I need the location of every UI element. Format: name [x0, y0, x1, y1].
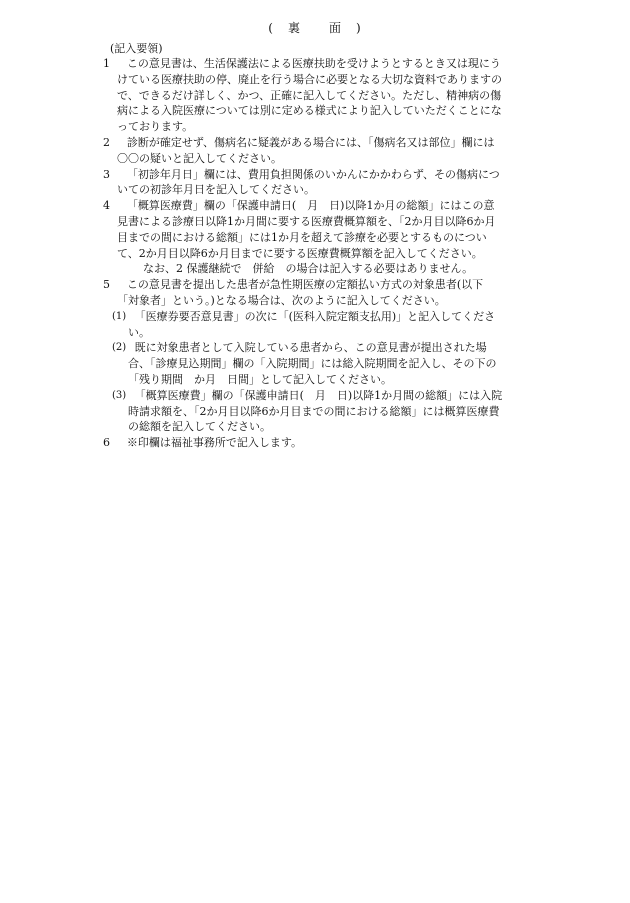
item-text: この意見書を提出した患者が急性期医療の定額払い方式の対象患者(以下「対象者」という。)となる場合は、次のように記入してください。 [117, 278, 484, 307]
title-char-ura: 裏 [287, 21, 301, 35]
instruction-item-4 [103, 198, 503, 277]
instruction-item-1 [103, 56, 503, 135]
instruction-item-3 [103, 167, 503, 199]
sub-item-number: (2) [112, 342, 127, 354]
title-close-paren: ) [356, 21, 362, 35]
item-number: 3 [103, 167, 110, 181]
sub-item-text: 既に対象患者として入院している患者から、この意見書が提出された場合、「診療見込期間」欄の「入院期間」には総入院期間を記入し、その下の「残り期間 か月 日間」として記入してください。 [128, 341, 497, 386]
instructions-list [103, 56, 503, 451]
sub-item-number: (1) [112, 310, 127, 322]
item-number: 6 [103, 436, 110, 450]
item-number: 4 [103, 199, 110, 213]
item-text: 診断が確定せず、傷病名に疑義がある場合には、「傷病名又は部位」欄には〇〇の疑いと記入してください。 [117, 135, 495, 165]
sub-item-1 [103, 309, 503, 341]
item-text: この意見書は、生活保護法による医療扶助を受けようとするとき又は現にうけている医療扶助の停、廃止を行う場合に必要となる大切な資料でありますので、できるだけ詳しく、かつ、正確に記入してください。ただし、精神病の傷病による入院医療については別に定める様式により記入していただくことになっております。 [117, 57, 502, 134]
sub-item-number: (3) [112, 389, 127, 401]
item-text: 「初診年月日」欄には、費用負担関係のいかんにかかわらず、その傷病についての初診年月日を記入してください。 [117, 167, 500, 197]
item-number: 1 [103, 57, 110, 70]
page-title [0, 19, 630, 36]
item-text: ※印欄は福祉事務所で記入します。 [126, 436, 303, 450]
instruction-item-5 [103, 277, 503, 435]
item-text: 「概算医療費」欄の「保護申請日( 月 日)以降1か月の総額」にはこの意見書による診療日以降1か月間に要する医療費概算額を、「2か月目以降6か月目までの間における総額」には1か月を超えて診療を必要とするものについて、2か月目以降6か月目までに要する医療費概算額を記入してください。 [117, 199, 496, 260]
sub-item-text: 「医療券要否意見書」の次に「(医科入院定額支払用)」と記入してください。 [128, 309, 496, 339]
instruction-item-6 [103, 435, 503, 451]
instruction-item-2 [103, 135, 503, 167]
section-label: (記入要領) [110, 42, 163, 55]
item-number: 2 [103, 135, 110, 149]
title-open-paren: ( [268, 21, 274, 35]
item-note: なお、2 保護継続で 併給 の場合は記入する必要はありません。 [143, 262, 474, 276]
sub-item-2 [103, 340, 503, 387]
item-number: 5 [103, 278, 110, 292]
title-char-men: 面 [329, 21, 343, 35]
sub-item-3 [103, 388, 503, 435]
sub-item-text: 「概算医療費」欄の「保護申請日( 月 日)以降1か月間の総額」には入院時請求額を、「2か月目以降6か月目までの間における総額」には概算医療費の総額を記入してください。 [128, 388, 503, 434]
